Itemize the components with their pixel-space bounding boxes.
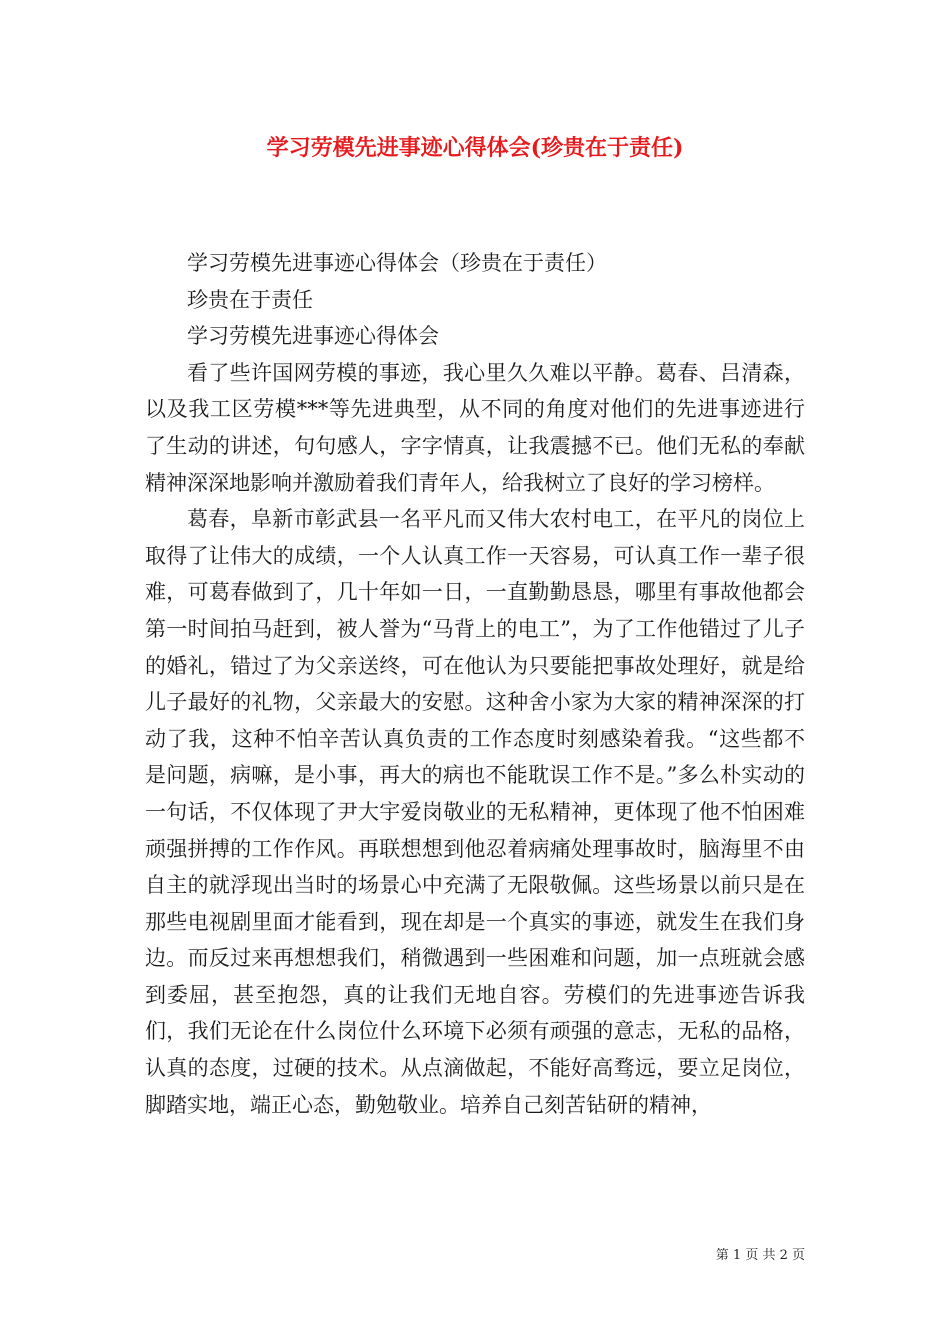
paragraph-gechun: 葛春，阜新市彰武县一名平凡而又伟大农村电工，在平凡的岗位上取得了让伟大的成绩，一个人认真工作一天容易，可认真工作一辈子很难，可葛春做到了，几十年如一日，一直勤勤恳恳，哪里有事故他都会第一时间拍马赶到，被人誉为“马背上的电工”，为了工作他错过了儿子的婚礼，错过了为父亲送终，可在他认为只要能把事故处理好，就是给儿子最好的礼物，父亲最大的安慰。这种舍小家为大家的精神深深的打动了我，这种不怕辛苦认真负责的工作态度时刻感染着我。“这些都不是问题，病嘛，是小事，再大的病也不能耽误工作不是。”多么朴实动的一句话，不仅体现了尹大宇爱岗敬业的无私精神，更体现了他不怕困难顽强拼搏的工作作风。再联想想到他忍着病痛处理事故时，脑海里不由自主的就浮现出当时的场景心中充满了无限敬佩。这些场景以前只是在那些电视剧里面才能看到，现在却是一个真实的事迹，就发生在我们身边。而反过来再想想我们，稍微遇到一些困难和问题，加一点班就会感到委屈，甚至抱怨，真的让我们无地自容。劳模们的先进事迹告诉我们，我们无论在什么岗位什么环境下必须有顽强的意志，无私的品格，认真的态度，过硬的技术。从点滴做起，不能好高骛远，要立足岗位，脚踏实地，端正心态，勤勉敬业。培养自己刻苦钻研的精神， bbox=[145, 507, 805, 1117]
paragraph-subtitle: 珍贵在于责任 bbox=[187, 287, 313, 312]
paragraph-intro: 看了些许国网劳模的事迹，我心里久久难以平静。葛春、吕清森，以及我工区劳模***等先进典型，从不同的角度对他们的先进事迹进行了生动的讲述，句句感人，字字情真，让我震撼不已。他们无私的奉献精神深深地影响并激励着我们青年人，给我树立了良好的学习榜样。 bbox=[145, 360, 805, 495]
page-number: 第 1 页 共 2 页 bbox=[715, 1248, 805, 1263]
page-title: 学习劳模先进事迹心得体会(珍贵在于责任) bbox=[266, 135, 684, 161]
document-body bbox=[145, 245, 805, 1123]
paragraph-doc-title: 学习劳模先进事迹心得体会（珍贵在于责任） bbox=[187, 251, 607, 275]
paragraph-heading: 学习劳模先进事迹心得体会 bbox=[187, 324, 439, 349]
